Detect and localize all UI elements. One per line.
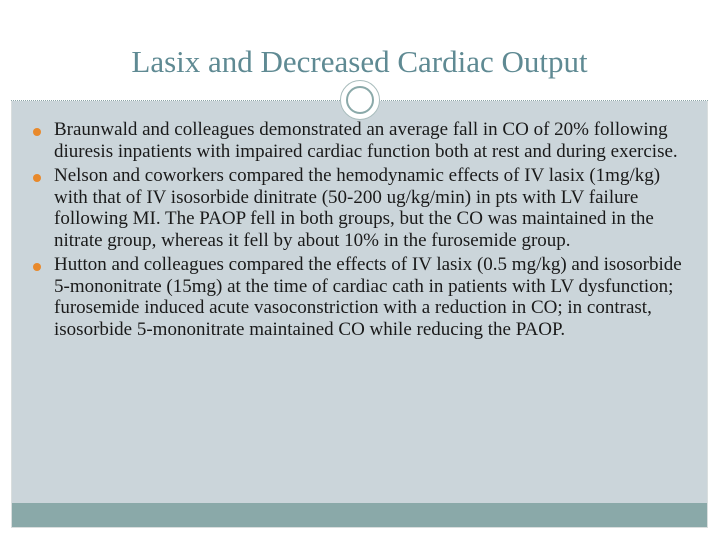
bullet-dot-icon <box>33 128 41 136</box>
bullet-item <box>33 254 693 340</box>
bullet-text: Braunwald and colleagues demonstrated an average fall in CO of 20% following diuresis inpatients with impaired cardiac function both at rest and during exercise. <box>54 119 678 162</box>
slide-title: Lasix and Decreased Cardiac Output <box>131 44 588 79</box>
bullet-list <box>33 119 693 343</box>
bullet-item <box>33 119 693 162</box>
circle-ornament-icon <box>340 80 380 120</box>
bullet-dot-icon <box>33 263 41 271</box>
bullet-text: Hutton and colleagues compared the effects of IV lasix (0.5 mg/kg) and isosorbide 5-mononitrate (15mg) at the time of cardiac cath in patients with LV dysfunction; furosemide induced acute vasoconstriction with a reduction in CO; in contrast, isosorbide 5-mononitrate maintained CO while reducing the PAOP. <box>54 254 682 340</box>
bullet-item <box>33 165 693 251</box>
footer-bar <box>12 503 707 527</box>
bullet-dot-icon <box>33 174 41 182</box>
circle-ornament-inner <box>346 86 374 114</box>
bullet-text: Nelson and coworkers compared the hemodynamic effects of IV lasix (1mg/kg) with that of IV isosorbide dinitrate (50-200 ug/kg/min) in pts with LV failure following MI. The PAOP fell in both groups, but the CO was maintained in the nitrate group, whereas it fell by about 10% in the furosemide group. <box>54 165 661 251</box>
